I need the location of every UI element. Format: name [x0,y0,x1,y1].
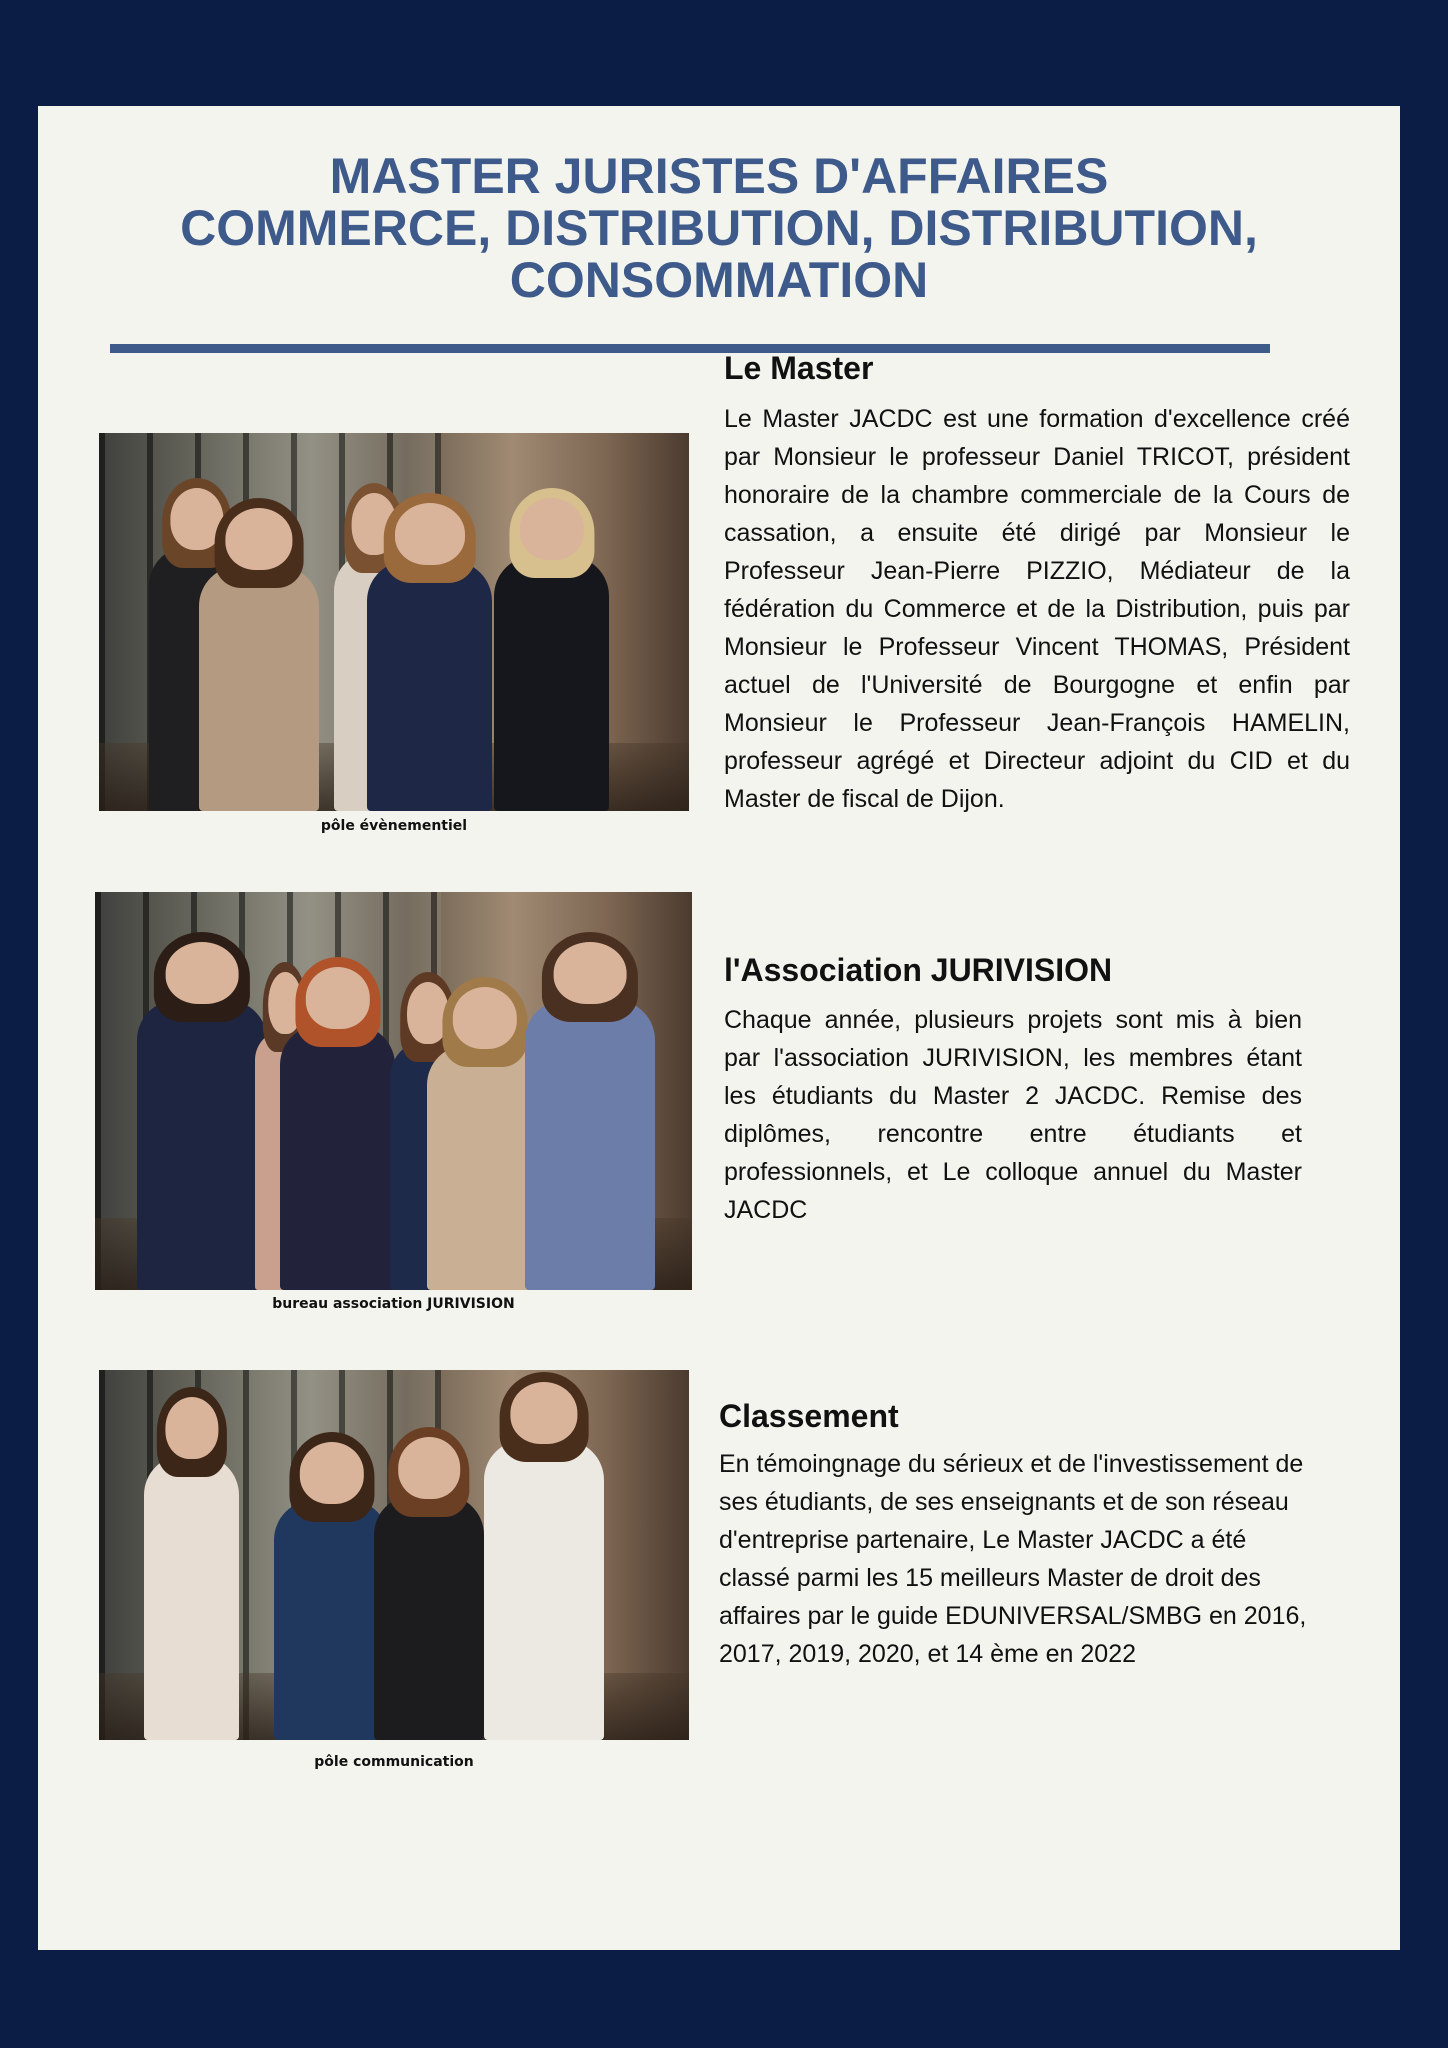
page-title [38,150,1400,306]
section-body-association: Chaque année, plusieurs projets sont mis à bien par l'association JURIVISION, les membres étant les étudiants du Master 2 JACDC. Remise des diplômes, rencontre entre étudiants et professionnels, et Le colloque annuel du Master JACDC [724,1006,1302,1224]
title-divider [110,344,1270,353]
section-body-le-master: Le Master JACDC est une formation d'excellence créé par Monsieur le professeur Daniel TRICOT, président honoraire de la chambre commerciale de la Cours de cassation, a ensuite été dirigé par Monsieur le Professeur Jean-Pierre PIZZIO, Médiateur de la fédération du Commerce et de la Distribution, puis par Monsieur le Professeur Vincent THOMAS, Président actuel de l'Université de Bourgogne et enfin par Monsieur le Professeur Jean-François HAMELIN, professeur agrégé et Directeur adjoint du CID et du Master de fiscal de Dijon. [724,405,1350,813]
title-line-3: CONSOMMATION [509,252,929,308]
section-body-classement: En témoingnage du sérieux et de l'investissement de ses étudiants, de ses enseignants et de son réseau d'entreprise partenaire, Le Master JACDC a été classé parmi les 15 meilleurs Master de droit des affaires par le guide EDUNIVERSAL/SMBG en 2016, 2017, 2019, 2020, et 14 ème en 2022 [719,1450,1307,1668]
section-heading-association: l'Association JURIVISION [724,952,1113,988]
title-line-2: COMMERCE, DISTRIBUTION, DISTRIBUTION, [180,200,1258,256]
section-heading-classement: Classement [719,1398,899,1434]
page-sheet [38,106,1400,1950]
group-photo-bureau-jurivision [95,892,692,1290]
group-photo-pole-communication [99,1370,689,1740]
photo-caption: pôle communication [314,1754,474,1770]
title-line-1: MASTER JURISTES D'AFFAIRES [329,148,1109,204]
section-heading-le-master: Le Master [724,350,874,386]
photo-caption: pôle évènementiel [320,818,468,834]
group-photo-pole-evenementiel [99,433,689,811]
photo-caption: bureau association JURIVISION [272,1296,515,1312]
